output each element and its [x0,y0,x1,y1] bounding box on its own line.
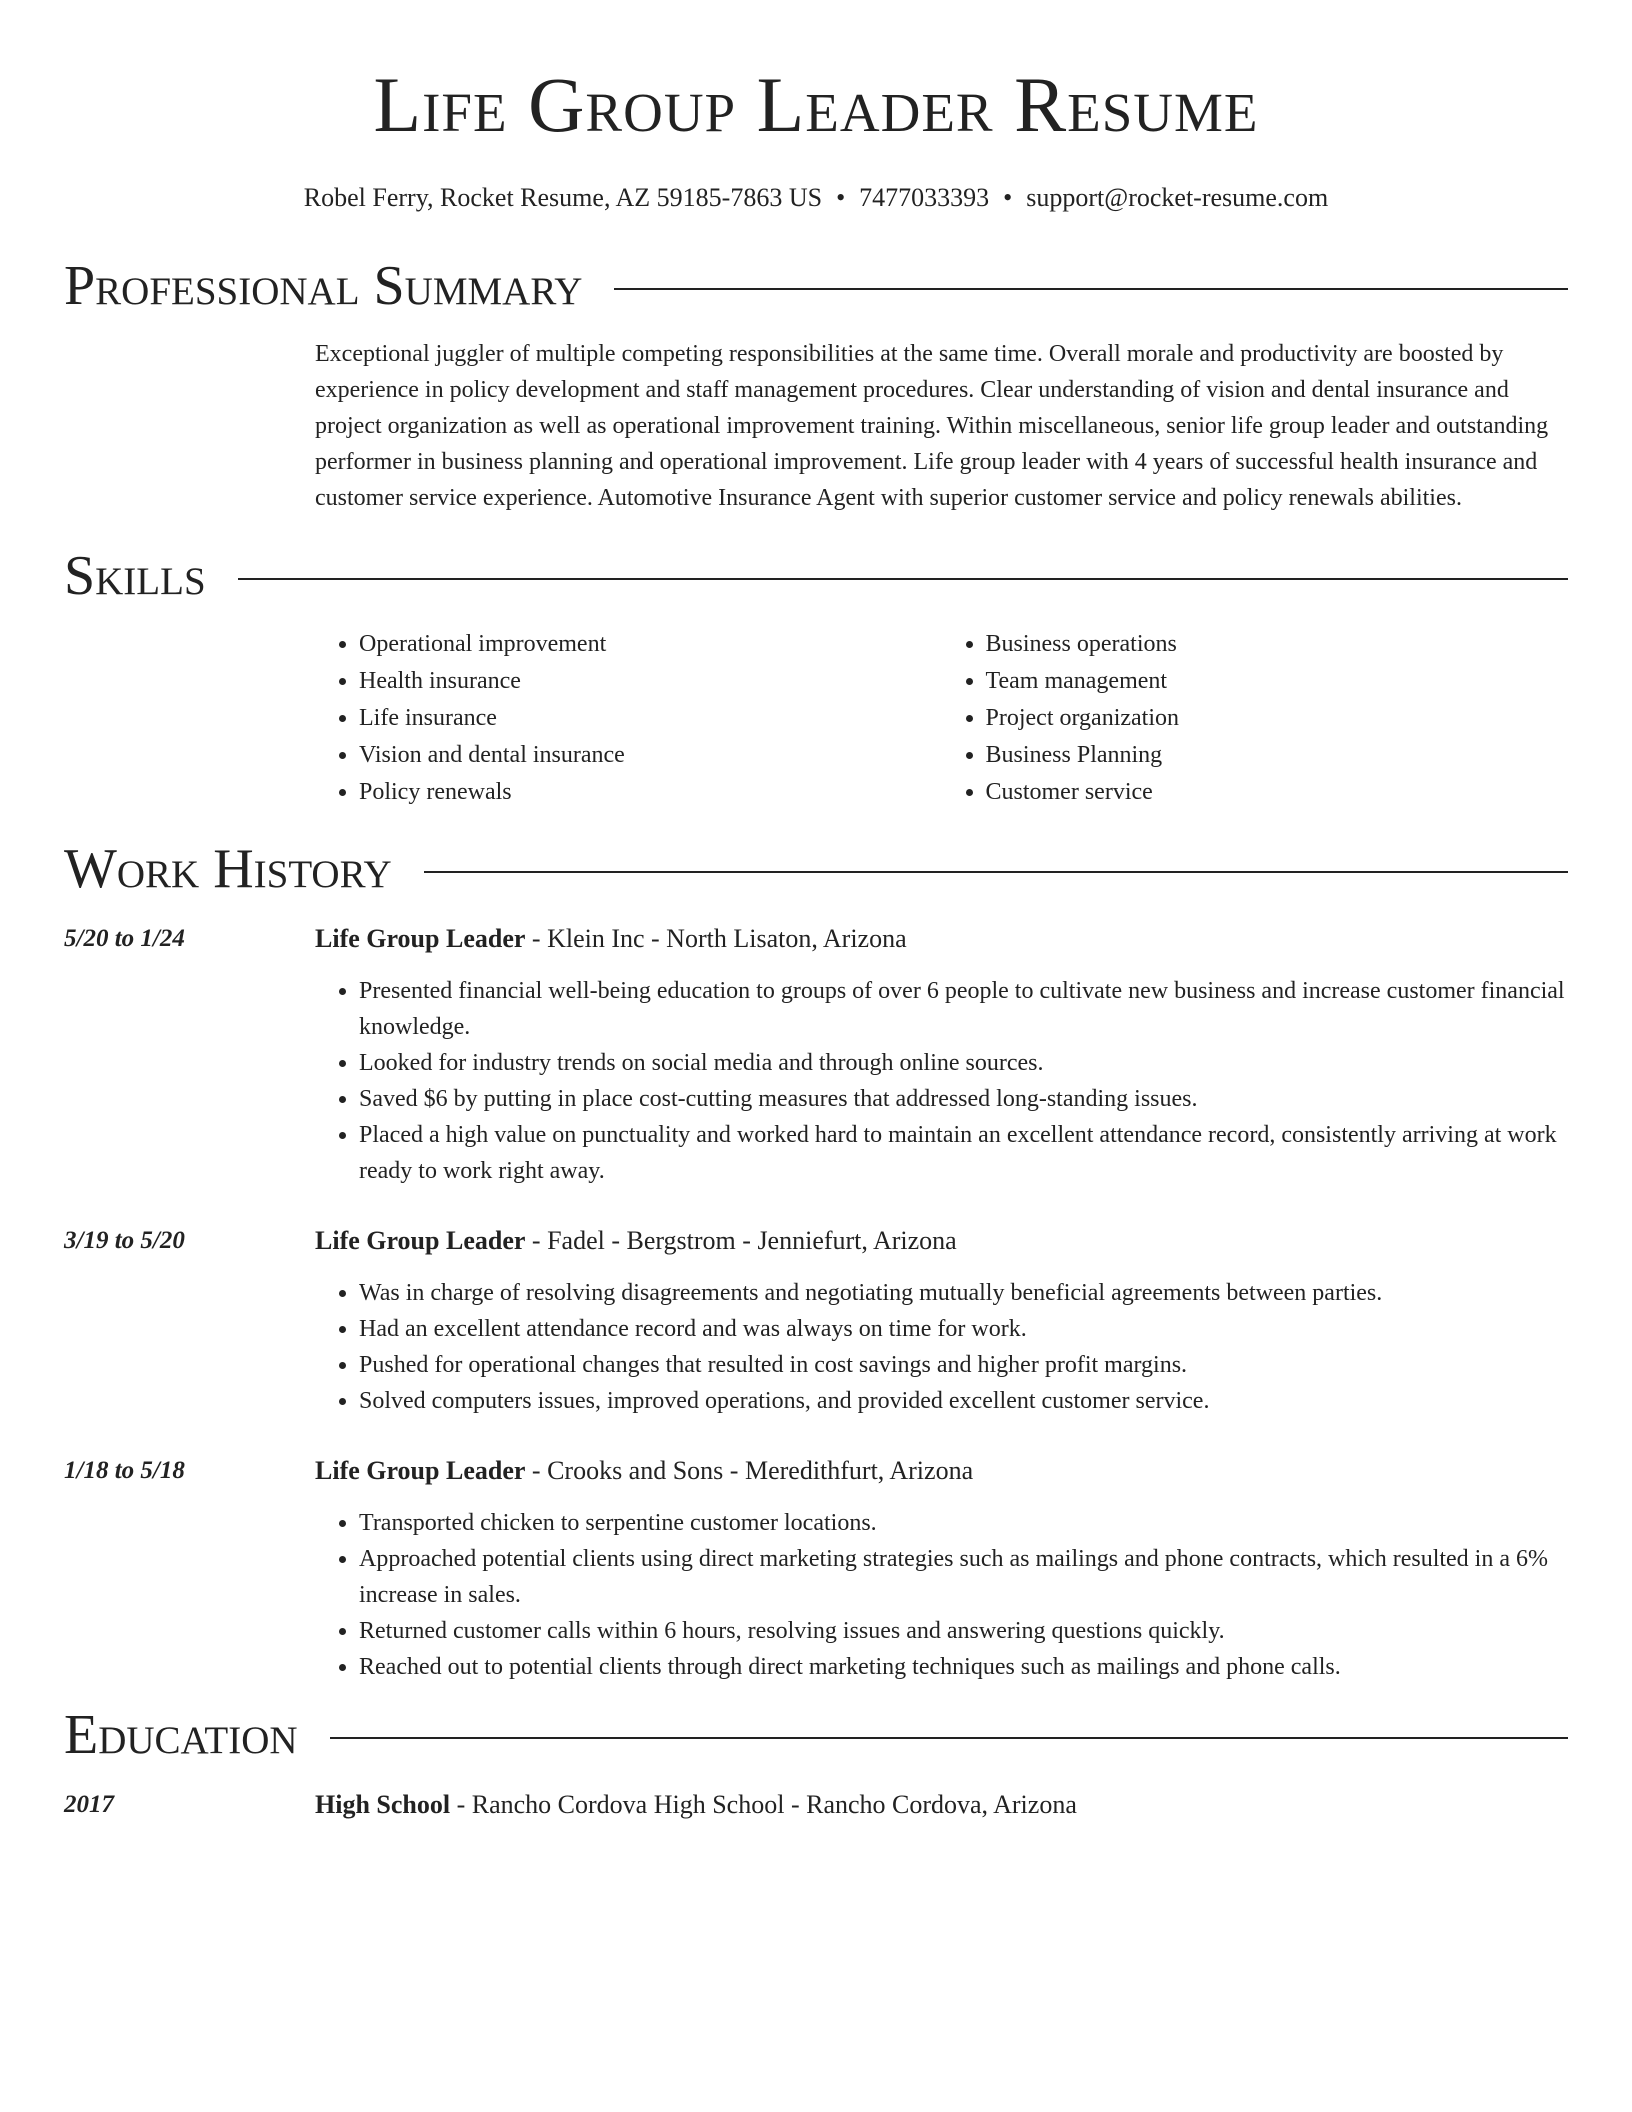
job-bullet: • Transported chicken to serpentine customer locations. [359,1505,1568,1541]
skill-item: • Customer service [986,774,1569,811]
job-bullets [315,1275,1568,1419]
education-entry [64,1787,1568,1823]
contact-email: support@rocket-resume.com [1026,183,1329,212]
job-bullet: • Solved computers issues, improved operations, and provided excellent customer service. [359,1383,1568,1419]
skill-item: • Team management [986,663,1569,700]
job-bullets [315,973,1568,1189]
education-section-header [64,1703,1568,1767]
summary-section-header [64,254,1568,318]
job-entry [64,1453,1568,1685]
resume-title: Life Group Leader Resume [373,61,1259,148]
job-content [315,1223,1568,1419]
education-school: - Rancho Cordova High School - Rancho Cordova, Arizona [450,1790,1077,1819]
job-title: Life Group Leader [315,924,526,953]
job-dates: 5/20 to 1/24 [64,925,185,952]
job-employer: - Fadel - Bergstrom - Jenniefurt, Arizona [525,1226,957,1255]
job-entry [64,921,1568,1189]
education-content [315,1787,1568,1823]
job-bullet: • Reached out to potential clients through direct marketing techniques such as mailings and phone calls. [359,1649,1568,1685]
job-bullet: • Looked for industry trends on social media and through online sources. [359,1045,1568,1081]
summary-section-title: Professional Summary [64,255,583,317]
skills-column-left [315,626,942,811]
job-dates: 1/18 to 5/18 [64,1457,185,1484]
job-entry [64,1223,1568,1419]
job-bullets [315,1505,1568,1685]
skill-item: • Project organization [986,700,1569,737]
job-heading [315,1223,1568,1259]
section-divider [614,288,1568,290]
skills-section-header [64,544,1568,608]
contact-separator: • [1003,183,1013,212]
education-heading [315,1787,1568,1823]
job-bullet: • Approached potential clients using direct marketing strategies such as mailings and phone contracts, which resulted in a 6% increase in sales. [359,1541,1568,1613]
work-section-title: Work History [64,838,392,900]
job-title: Life Group Leader [315,1456,526,1485]
job-bullet: • Returned customer calls within 6 hours, resolving issues and answering questions quickly. [359,1613,1568,1649]
skills-section-title: Skills [64,545,206,607]
job-dates: 3/19 to 5/20 [64,1227,185,1254]
education-section-title: Education [64,1704,298,1766]
job-bullet: • Was in charge of resolving disagreements and negotiating mutually beneficial agreements between parties. [359,1275,1568,1311]
skill-item: • Business Planning [986,737,1569,774]
job-bullet: • Presented financial well-being education to groups of over 6 people to cultivate new business and increase customer financial knowledge. [359,973,1568,1045]
skills-column-right [942,626,1569,811]
job-heading [315,1453,1568,1489]
job-heading [315,921,1568,957]
skill-item: • Operational improvement [359,626,942,663]
summary-text: Exceptional juggler of multiple competing responsibilities at the same time. Overall morale and productivity are boosted by experience in policy development and staff management procedures. Clear understanding of vision and dental insurance and project organization as well as operational improvement training. Within miscellaneous, senior life group leader and outstanding performer in business planning and operational improvement. Life group leader with 4 years of successful health insurance and customer service experience. Automotive Insurance Agent with superior customer service and policy renewals abilities. [315,341,1549,511]
work-section-header [64,837,1568,901]
job-bullet: • Placed a high value on punctuality and worked hard to maintain an excellent attendance record, consistently arriving at work ready to work right away. [359,1117,1568,1189]
education-degree: High School [315,1790,451,1819]
contact-separator: • [836,183,846,212]
contact-phone: 7477033393 [859,183,990,212]
skill-item: • Business operations [986,626,1569,663]
job-bullet: • Had an excellent attendance record and was always on time for work. [359,1311,1568,1347]
section-divider [238,578,1568,580]
skill-item: • Vision and dental insurance [359,737,942,774]
job-bullet: • Pushed for operational changes that resulted in cost savings and higher profit margins. [359,1347,1568,1383]
job-bullet: • Saved $6 by putting in place cost-cutting measures that addressed long-standing issues. [359,1081,1568,1117]
job-employer: - Klein Inc - North Lisaton, Arizona [525,924,907,953]
skill-item: • Health insurance [359,663,942,700]
section-divider [424,871,1568,873]
skills-list [315,626,1568,811]
education-year: 2017 [64,1791,114,1818]
skill-item: • Life insurance [359,700,942,737]
skill-item: • Policy renewals [359,774,942,811]
job-content [315,921,1568,1189]
job-title: Life Group Leader [315,1226,526,1255]
contact-address: Robel Ferry, Rocket Resume, AZ 59185-7863 US [303,183,823,212]
section-divider [330,1737,1568,1739]
job-content [315,1453,1568,1685]
job-employer: - Crooks and Sons - Meredithfurt, Arizona [525,1456,974,1485]
resume-page [64,0,1568,1823]
contact-line [64,182,1568,214]
